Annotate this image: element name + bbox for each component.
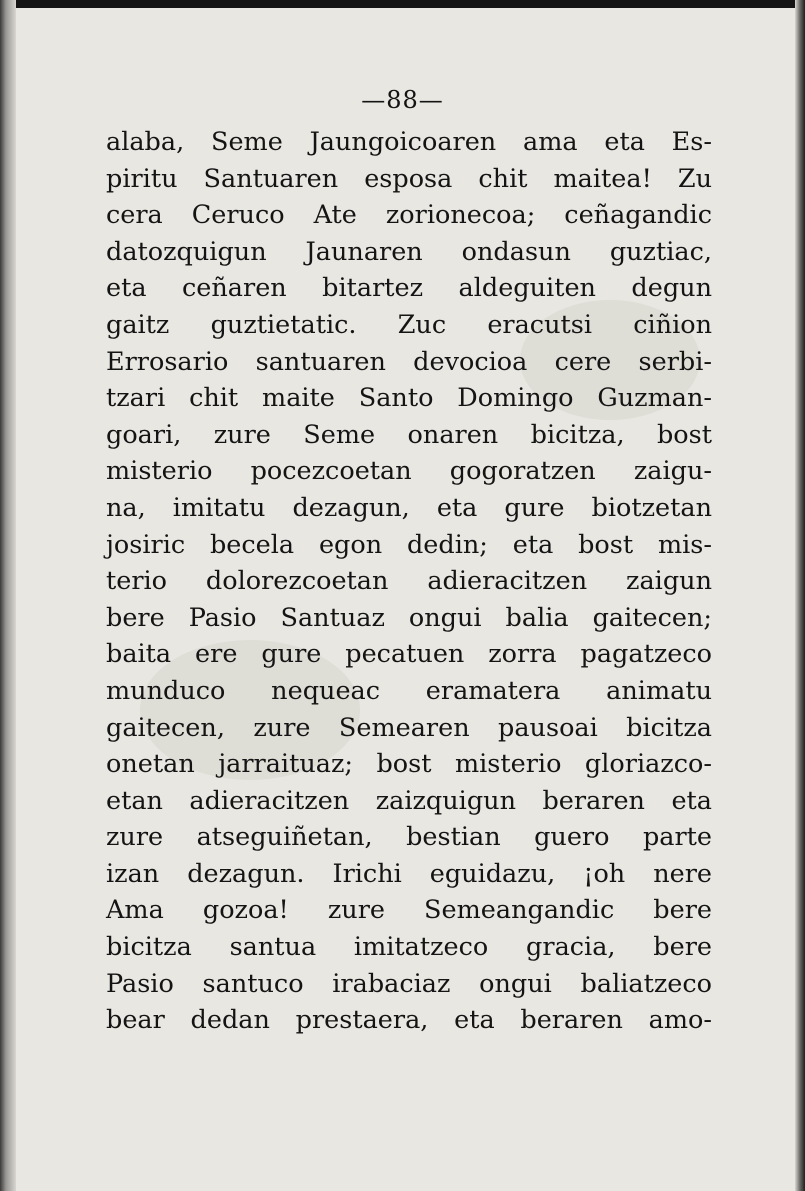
- text-line: onetan jarraituaz; bost misterio gloriazco-: [106, 749, 712, 780]
- text-line: bear dedan prestaera, eta beraren amo-: [106, 1005, 712, 1036]
- text-line: eta ceñaren bitartez aldeguiten degun: [106, 273, 712, 304]
- text-line: terio dolorezcoetan adieracitzen zaigun: [106, 566, 712, 597]
- text-line: datozquigun Jaunaren ondasun guztiac,: [106, 236, 712, 267]
- body-text: [106, 124, 712, 1039]
- text-line: alaba, Seme Jaungoicoaren ama eta Es-: [106, 127, 712, 157]
- text-line: tzari chit maite Santo Domingo Guzman-: [106, 383, 712, 414]
- text-line: na, imitatu dezagun, eta gure biotzetan: [106, 492, 712, 523]
- text-line: munduco nequeac eramatera animatu: [106, 675, 712, 706]
- text-line: zure atseguiñetan, bestian guero parte: [106, 822, 712, 853]
- text-line: misterio pocezcoetan gogoratzen zaigu-: [106, 456, 712, 487]
- text-line: goari, zure Seme onaren bicitza, bost: [106, 419, 712, 450]
- text-line: etan adieracitzen zaizquigun beraren eta: [106, 785, 712, 816]
- text-line: bere Pasio Santuaz ongui balia gaitecen;: [106, 602, 712, 633]
- scan-edge-top: [0, 0, 805, 8]
- text-line: piritu Santuaren esposa chit maitea! Zu: [106, 163, 712, 194]
- text-line: josiric becela egon dedin; eta bost mis-: [106, 529, 712, 560]
- text-line: cera Ceruco Ate zorionecoa; ceñagandic: [106, 200, 712, 231]
- text-line: baita ere gure pecatuen zorra pagatzeco: [106, 639, 712, 670]
- page-number: —88—: [361, 86, 444, 114]
- text-line: gaitz guztietatic. Zuc eracutsi ciñion: [106, 309, 712, 340]
- text-line: izan dezagun. Irichi eguidazu, ¡oh nere: [106, 858, 712, 889]
- text-line: Ama gozoa! zure Semeangandic bere: [106, 895, 712, 926]
- text-line: Pasio santuco irabaciaz ongui baliatzeco: [106, 968, 712, 999]
- text-line: gaitecen, zure Semearen pausoai bicitza: [106, 712, 712, 743]
- text-line: bicitza santua imitatzeco gracia, bere: [106, 932, 712, 963]
- text-line: Errosario santuaren devocioa cere serbi-: [106, 346, 712, 377]
- scan-edge-left: [0, 0, 16, 1191]
- scan-edge-right: [795, 0, 805, 1191]
